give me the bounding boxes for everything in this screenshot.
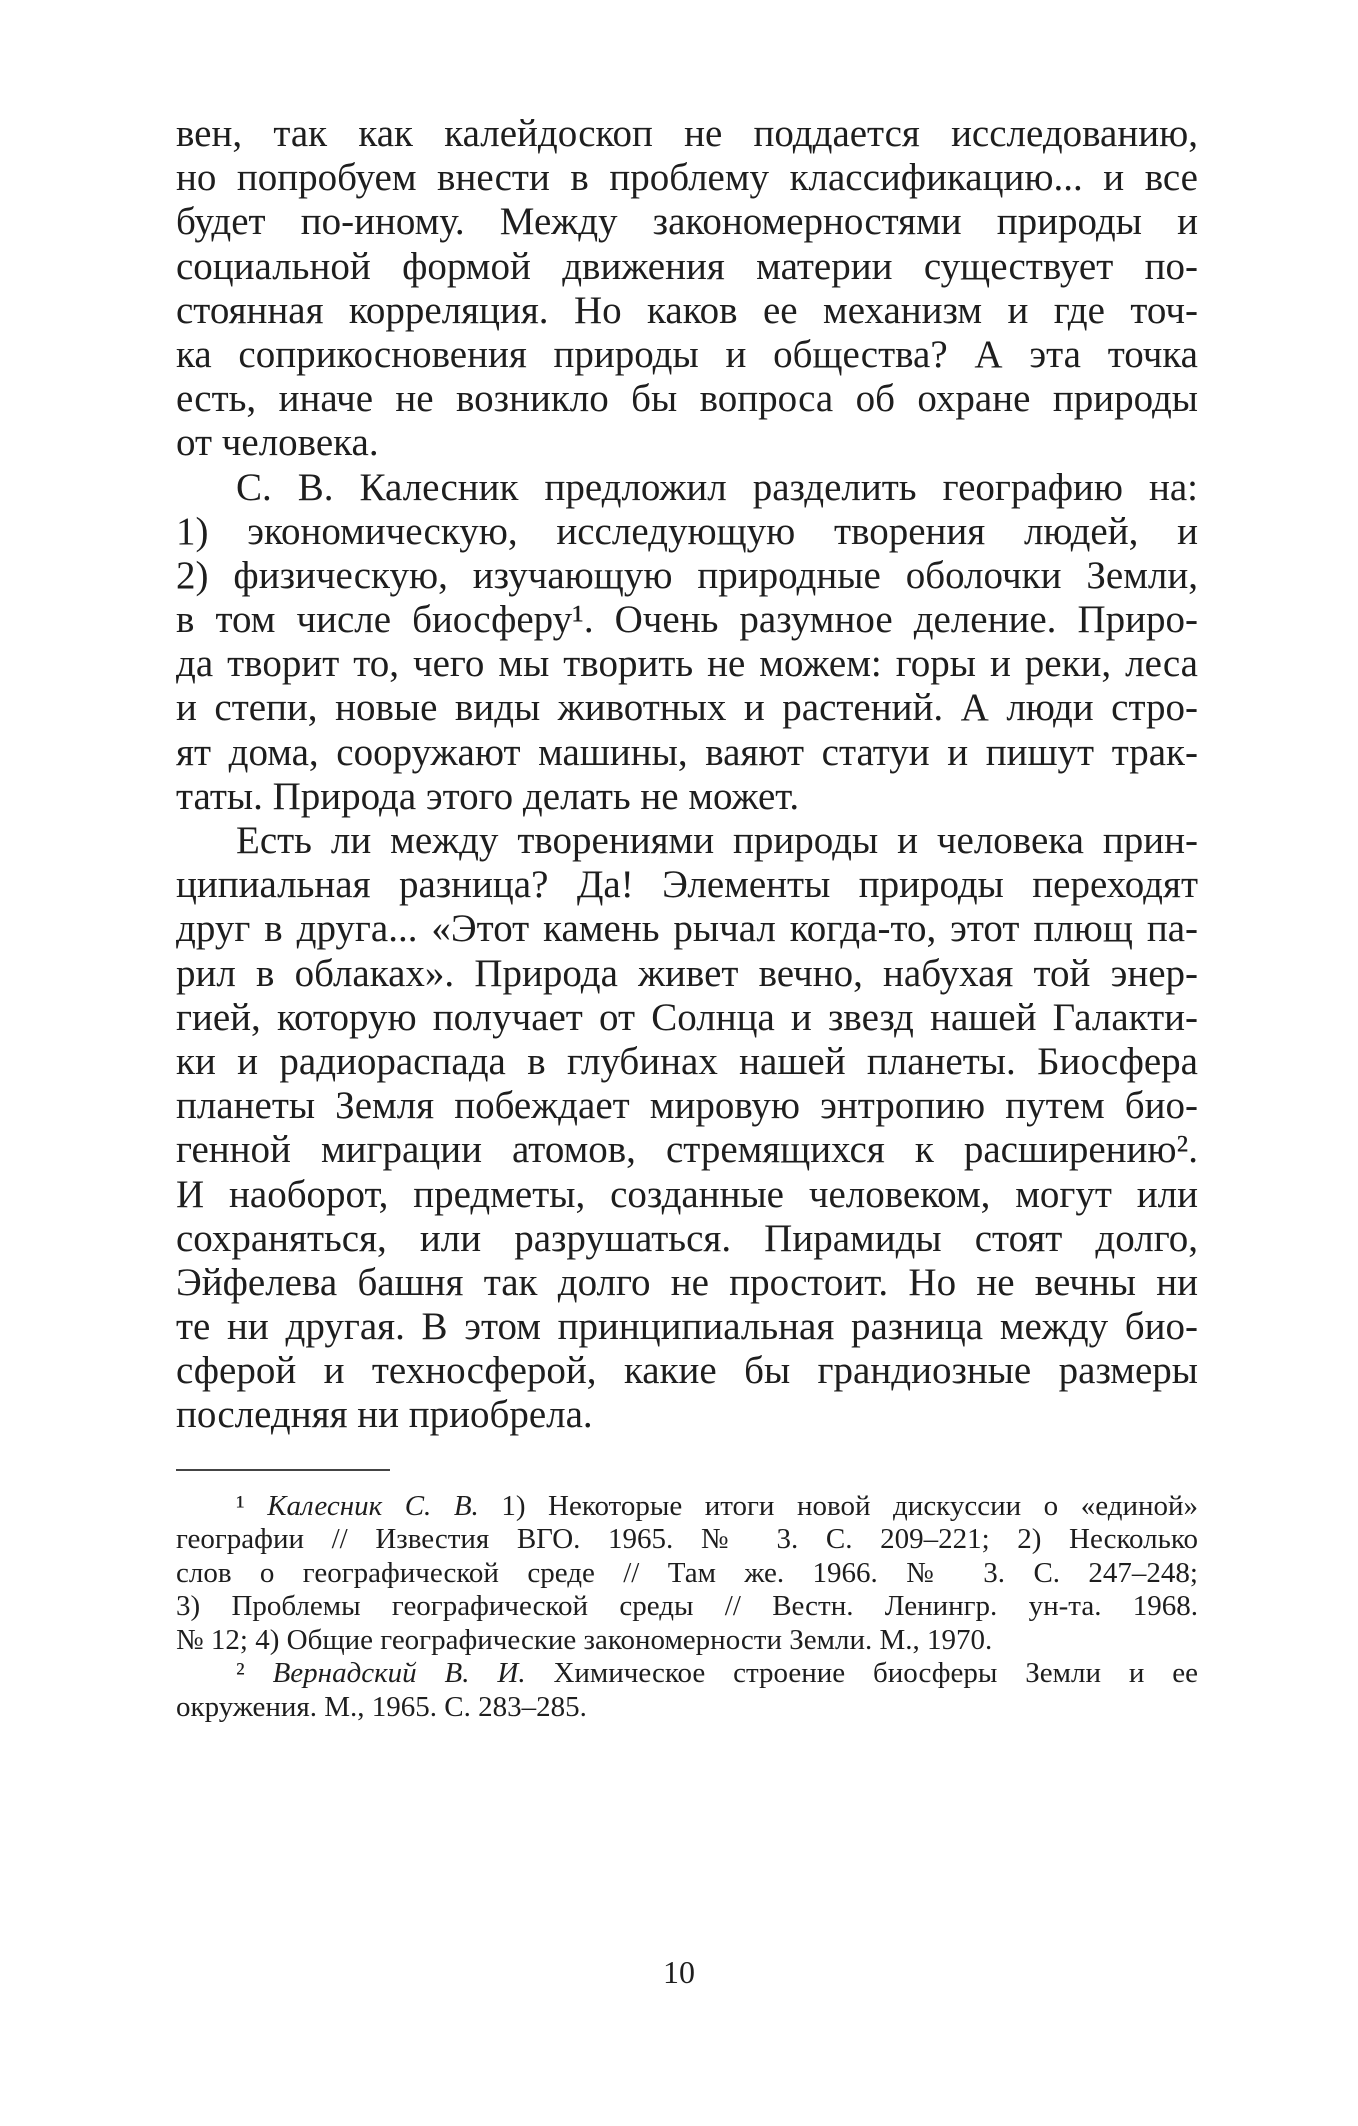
- footnote-author: Вернадский В. И.: [272, 1657, 526, 1690]
- text-line: рил в облаках». Природа живет вечно, набухая той энер-: [176, 951, 1198, 995]
- main-text: [176, 112, 1198, 1438]
- text-line: но попробуем внести в проблему классификацию... и все: [176, 156, 1198, 200]
- text-line: ят дома, сооружают машины, ваяют статуи и пишут трак-: [176, 730, 1198, 774]
- paragraph-2: [176, 466, 1198, 820]
- text-line: да творит то, чего мы творить не можем: горы и реки, леса: [176, 642, 1198, 686]
- footnote-2: [176, 1657, 1198, 1724]
- paragraph-3: [176, 819, 1198, 1438]
- book-page: [176, 112, 1198, 1724]
- text-line: Есть ли между творениями природы и человека прин-: [236, 819, 1198, 862]
- footnote-1: [176, 1490, 1198, 1658]
- text-line: генной миграции атомов, стремящихся к расширению².: [176, 1128, 1198, 1172]
- footnote-marker: ¹: [236, 1489, 245, 1522]
- text-line: в том числе биосферу¹. Очень разумное деление. Приро-: [176, 598, 1198, 642]
- footnote-line: 3) Проблемы географической среды // Вестн. Ленингр. ун-та. 1968.: [176, 1590, 1198, 1623]
- text-line: социальной формой движения материи существует по-: [176, 244, 1198, 288]
- footnotes: [176, 1490, 1198, 1725]
- footnote-divider: [176, 1469, 390, 1471]
- text-line: есть, иначе не возникло бы вопроса об охране природы: [176, 377, 1198, 421]
- text-line: 2) физическую, изучающую природные оболочки Земли,: [176, 553, 1198, 597]
- text-line: и степи, новые виды животных и растений. А люди стро-: [176, 686, 1198, 730]
- footnote-line: слов о географической среде // Там же. 1966. № 3. С. 247–248;: [176, 1556, 1198, 1589]
- text-line: последняя ни приобрела.: [176, 1393, 593, 1437]
- text-line: ки и радиораспада в глубинах нашей планеты. Биосфера: [176, 1039, 1198, 1083]
- text-line: И наоборот, предметы, созданные человеком, могут или: [176, 1172, 1198, 1216]
- text-line: от человека.: [176, 421, 379, 465]
- text-line: 1) экономическую, исследующую творения людей, и: [176, 509, 1198, 553]
- text-line: таты. Природа этого делать не может.: [176, 774, 800, 818]
- text-line: планеты Земля побеждает мировую энтропию путем био-: [176, 1084, 1198, 1128]
- text-line: вен, так как калейдоскоп не поддается исследованию,: [176, 112, 1198, 155]
- page-number: 10: [663, 1954, 695, 1990]
- text-line: сохраняться, или разрушаться. Пирамиды стоят долго,: [176, 1216, 1198, 1260]
- footnote-line: географии // Известия ВГО. 1965. № 3. С. 209–221; 2) Несколько: [176, 1523, 1198, 1556]
- text-line: Эйфелева башня так долго не простоит. Но не вечны ни: [176, 1260, 1198, 1304]
- text-line: ка соприкосновения природы и общества? А эта точка: [176, 332, 1198, 376]
- text-line: те ни другая. В этом принципиальная разница между био-: [176, 1305, 1198, 1349]
- footnote-line: № 12; 4) Общие географические закономерности Земли. М., 1970.: [176, 1623, 993, 1656]
- footnote-marker: ²: [236, 1657, 245, 1690]
- text-line: гией, которую получает от Солнца и звезд нашей Галакти-: [176, 995, 1198, 1039]
- text-line: сферой и техносферой, какие бы грандиозные размеры: [176, 1349, 1198, 1393]
- footnote-text: Химическое строение биосферы Земли и ее: [525, 1657, 1198, 1690]
- footnote-text: 1) Некоторые итоги новой дискуссии о «единой»: [478, 1489, 1199, 1522]
- text-line: стоянная корреляция. Но каков ее механизм и где точ-: [176, 288, 1198, 332]
- text-line: будет по-иному. Между закономерностями природы и: [176, 200, 1198, 244]
- footnote-line: окружения. М., 1965. С. 283–285.: [176, 1690, 587, 1723]
- paragraph-1: [176, 112, 1198, 466]
- text-line: ципиальная разница? Да! Элементы природы переходят: [176, 863, 1198, 907]
- footnote-line: [176, 1657, 1198, 1691]
- footnote-line: [176, 1490, 1198, 1524]
- text-line: друг в друга... «Этот камень рычал когда-то, этот плющ па-: [176, 907, 1198, 951]
- text-line: С. В. Калесник предложил разделить географию на:: [236, 465, 1198, 509]
- footnote-author: Калесник С. В.: [267, 1489, 479, 1522]
